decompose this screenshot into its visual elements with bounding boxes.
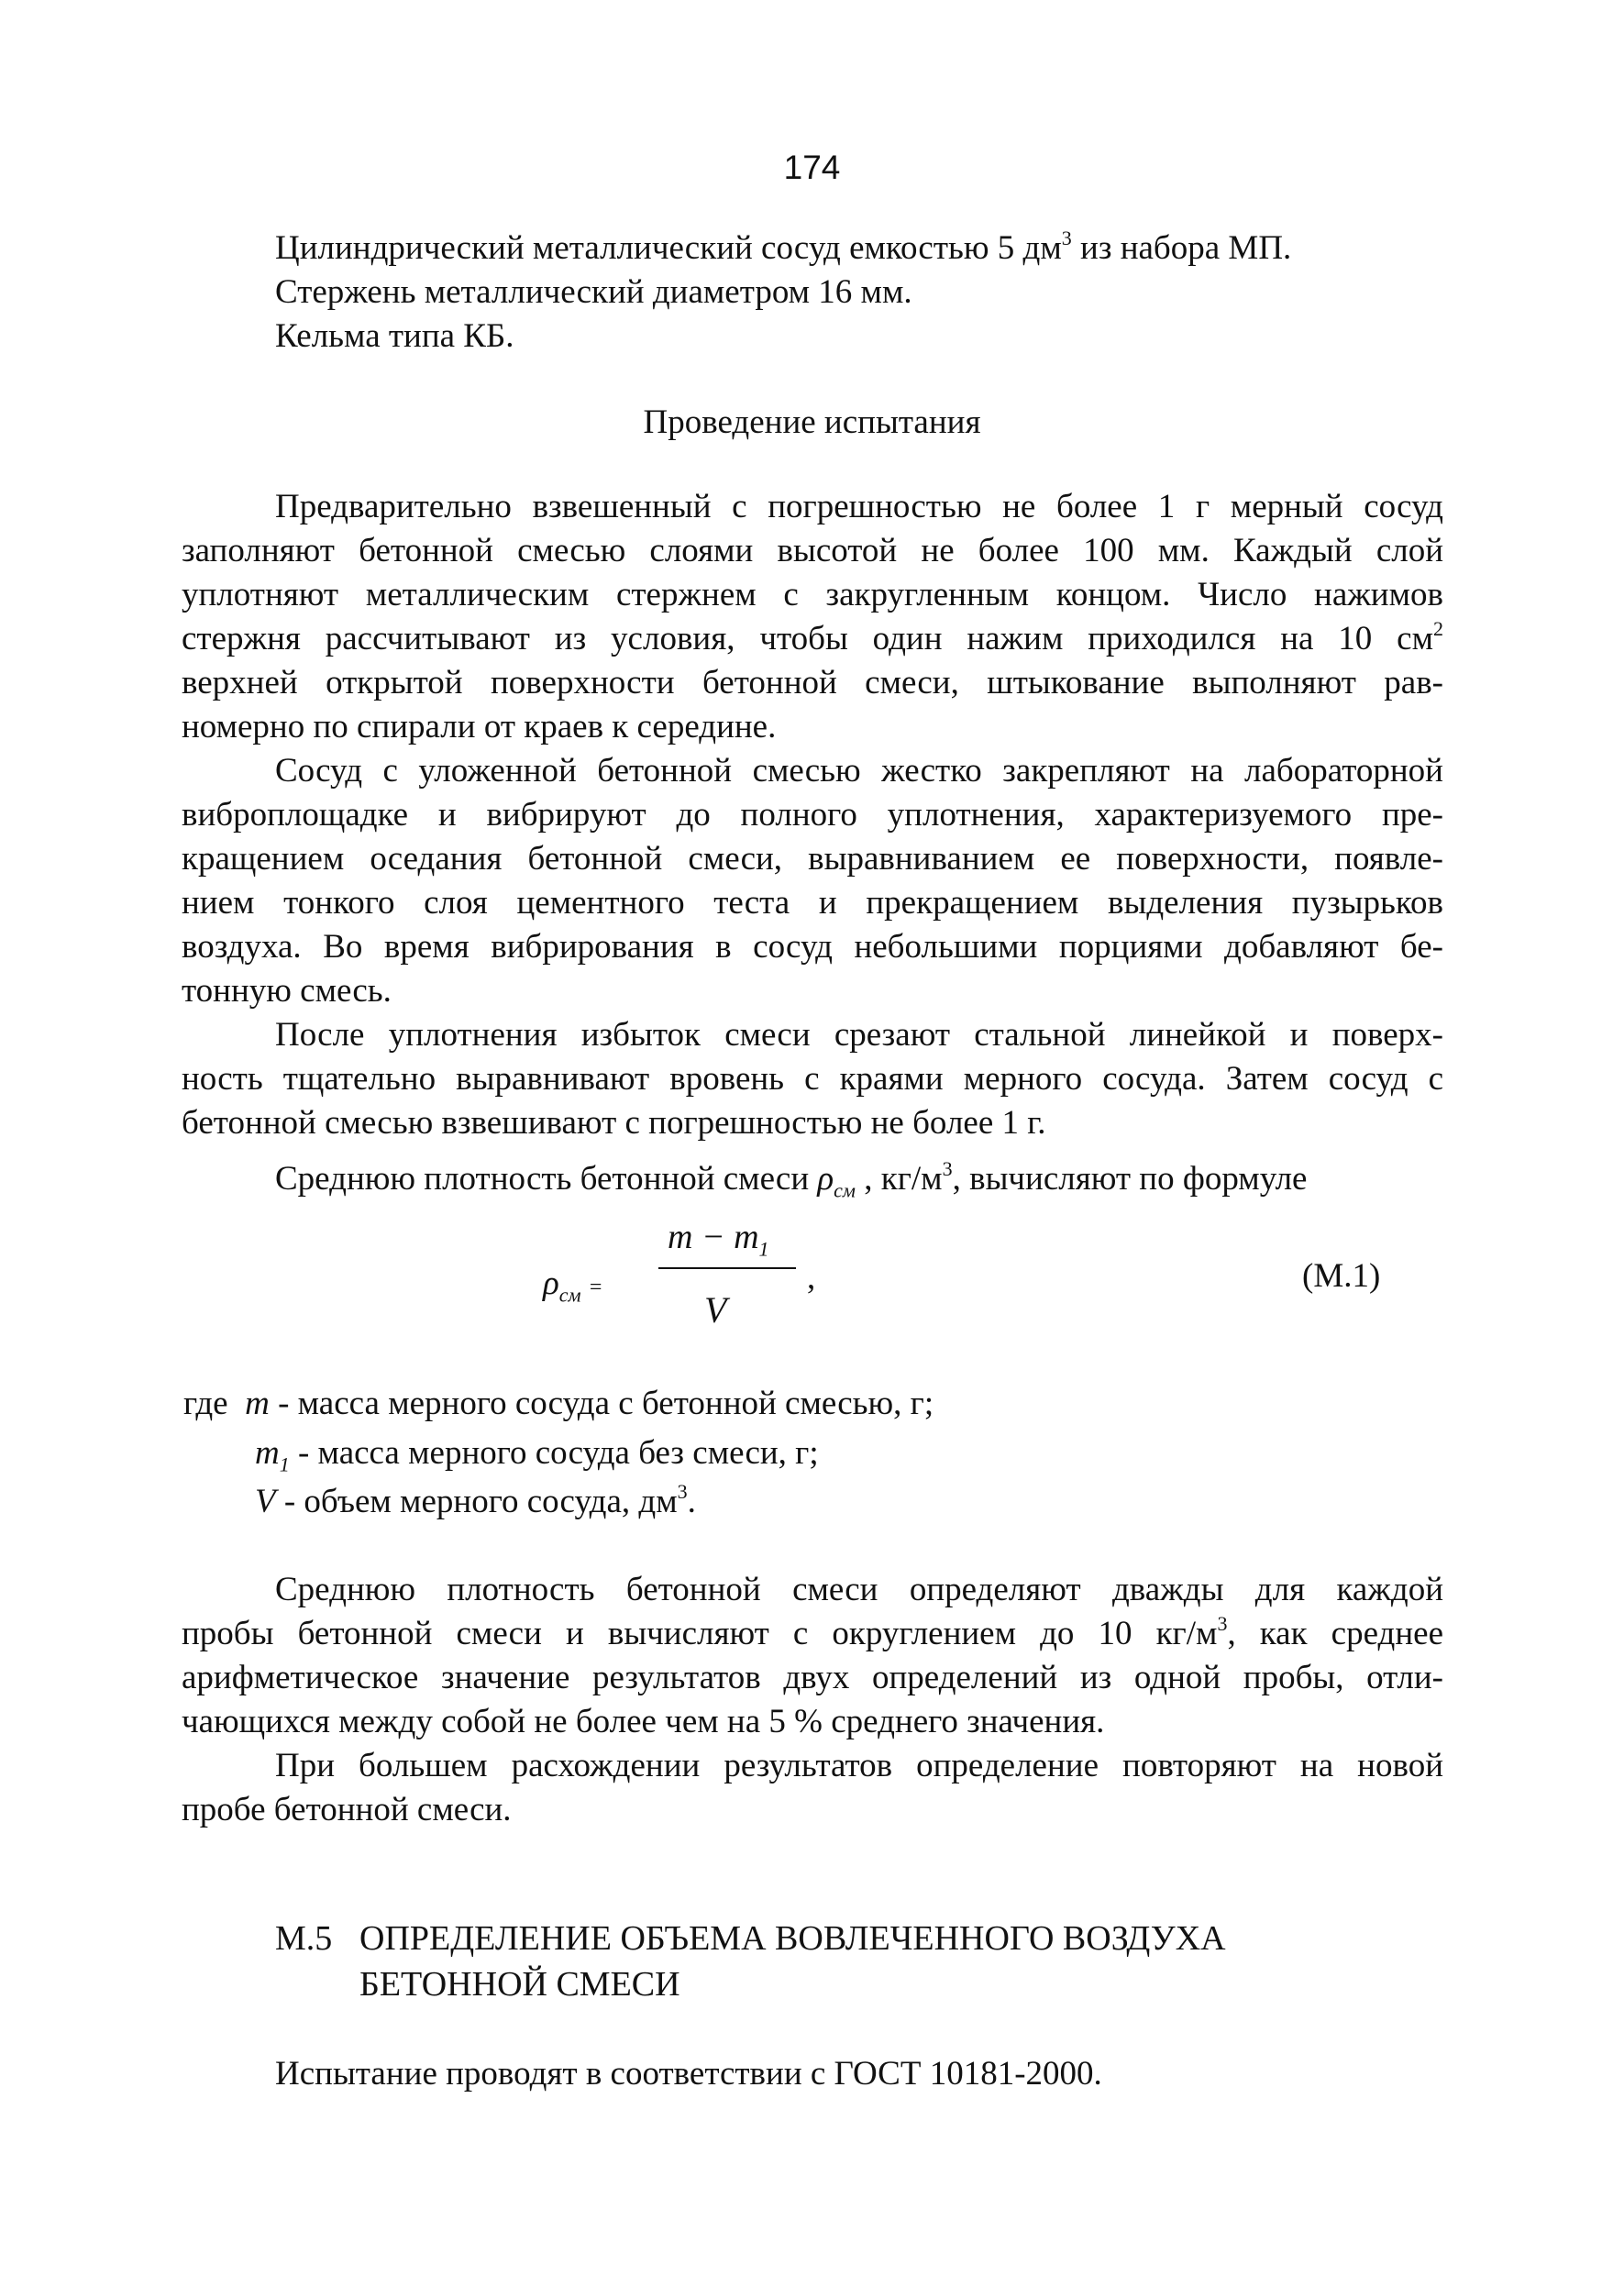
equipment-line-1: Цилиндрический металлический сосуд емкостью 5 $дм^3$ из набора МП. <box>275 226 1292 267</box>
paragraph2-line: тонную смесь. <box>182 972 392 1010</box>
paragraph5-line: Среднюю плотность бетонной смеси определяют дважды для каждой <box>275 1571 1443 1608</box>
page-number: 174 <box>783 149 841 186</box>
paragraph1-line: стержня рассчитывают из условия, чтобы один нажим приходился на 10 $см^2$ <box>182 616 1443 657</box>
paragraph6-line: При большем расхождении результатов определение повторяют на новой <box>275 1747 1443 1784</box>
paragraph2-line: кращением оседания бетонной смеси, выравниванием ее поверхности, появле- <box>182 840 1443 878</box>
formula-comma: , <box>807 1259 816 1297</box>
final-line: Испытание проводят в соответствии с ГОСТ 10181-2000. <box>275 2055 1102 2093</box>
formula-lhs: $\rho_{см}$ = <box>543 1265 602 1307</box>
paragraph5-line: арифметическое значение результатов двух определений из одной пробы, отли- <box>182 1659 1443 1696</box>
paragraph6-line: пробе бетонной смеси. <box>182 1791 512 1828</box>
paragraph2-line: воздуха. Во время вибрирования в сосуд небольшими порциями добавляют бе- <box>182 928 1443 966</box>
heading-m5-number: М.5 <box>275 1919 333 1958</box>
paragraph1-line: заполняют бетонной смесью слоями высотой не более 100 мм. Каждый слой <box>182 532 1443 569</box>
heading-m5-line1: ОПРЕДЕЛЕНИЕ ОБЪЕМА ВОВЛЕЧЕННОГО ВОЗДУХА <box>359 1919 1226 1958</box>
formula-denominator: V <box>704 1289 727 1331</box>
density-intro: Среднюю плотность бетонной смеси $\rho_{см}$ , $кг/м^3$, вычисляют по формуле <box>275 1156 1308 1202</box>
fraction-bar <box>658 1267 796 1269</box>
paragraph2-line: нием тонкого слоя цементного теста и прекращением выделения пузырьков <box>182 884 1443 922</box>
section-heading: Проведение испытания <box>643 403 981 441</box>
equipment-line-3: Кельма типа КБ. <box>275 317 514 355</box>
definition-v: V - объем мерного сосуда, $дм^3$. <box>255 1479 696 1520</box>
definition-m1: $m_1$ - масса мерного сосуда без смеси, г; <box>255 1434 819 1476</box>
paragraph2-line: Сосуд с уложенной бетонной смесью жестко закрепляют на лабораторной <box>275 752 1443 790</box>
paragraph1-line: уплотняют металлическим стержнем с закругленным концом. Число нажимов <box>182 576 1443 613</box>
paragraph3-line: После уплотнения избыток смеси срезают стальной линейкой и поверх- <box>275 1016 1443 1054</box>
paragraph1-line: номерно по спирали от краев к середине. <box>182 708 777 745</box>
paragraph2-line: виброплощадке и вибрируют до полного уплотнения, характеризуемого пре- <box>182 796 1443 834</box>
paragraph3-line: бетонной смесью взвешивают с погрешностью не более 1 г. <box>182 1104 1046 1142</box>
heading-m5-line2: БЕТОННОЙ СМЕСИ <box>359 1965 680 2004</box>
paragraph1-line: Предварительно взвешенный с погрешностью не более 1 г мерный сосуд <box>275 488 1443 525</box>
paragraph3-line: ность тщательно выравнивают вровень с краями мерного сосуда. Затем сосуд с <box>182 1060 1443 1098</box>
paragraph5-line: пробы бетонной смеси и вычисляют с округлением до 10 $кг/м^3$, как среднее <box>182 1611 1443 1652</box>
paragraph1-line: верхней открытой поверхности бетонной смеси, штыкование выполняют рав- <box>182 664 1443 701</box>
definition-m: где m - масса мерного сосуда с бетонной смесью, г; <box>183 1385 934 1422</box>
formula-number: (М.1) <box>1302 1257 1381 1295</box>
equipment-line-2: Стержень металлический диаметром 16 мм. <box>275 273 912 311</box>
formula-numerator: $m - m_1$ <box>668 1218 769 1261</box>
paragraph5-line: чающихся между собой не более чем на 5 % среднего значения. <box>182 1703 1105 1740</box>
